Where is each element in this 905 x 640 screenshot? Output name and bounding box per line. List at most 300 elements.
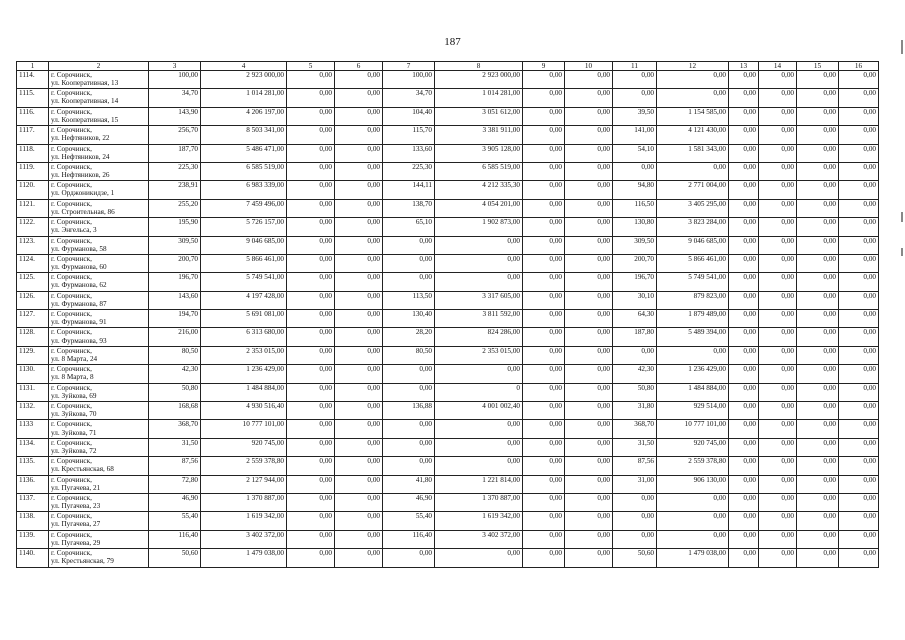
value-cell-c4: 2 923 000,00 [201, 71, 287, 89]
column-header-16: 16 [839, 62, 879, 71]
address-city: г. Сорочинск, [51, 254, 92, 263]
value-cell-c16: 0,00 [839, 181, 879, 199]
value-cell-c14: 0,00 [759, 181, 797, 199]
value-cell-c10: 0,00 [565, 346, 613, 364]
table-row [17, 291, 879, 309]
value-cell-c13: 0,00 [729, 291, 759, 309]
value-cell-c14: 0,00 [759, 493, 797, 511]
value-cell-c5: 0,00 [287, 107, 335, 125]
value-cell-c11: 309,50 [613, 236, 657, 254]
value-cell-c11: 187,80 [613, 328, 657, 346]
value-cell-c14: 0,00 [759, 420, 797, 438]
row-number-cell: 1116. [17, 107, 49, 125]
value-cell-c14: 0,00 [759, 254, 797, 272]
value-cell-c4: 5 691 081,00 [201, 310, 287, 328]
value-cell-c16: 0,00 [839, 512, 879, 530]
row-number-cell: 1127. [17, 310, 49, 328]
value-cell-c13: 0,00 [729, 162, 759, 180]
value-cell-c16: 0,00 [839, 144, 879, 162]
value-cell-c16: 0,00 [839, 402, 879, 420]
value-cell-c15: 0,00 [797, 420, 839, 438]
value-cell-c5: 0,00 [287, 383, 335, 401]
value-cell-c10: 0,00 [565, 181, 613, 199]
address-cell [49, 273, 149, 291]
value-cell-c6: 0,00 [335, 71, 383, 89]
value-cell-c7: 65,10 [383, 218, 435, 236]
address-street: ул. Фурманова, 87 [51, 299, 107, 308]
value-cell-c15: 0,00 [797, 89, 839, 107]
value-cell-c4: 1 236 429,00 [201, 365, 287, 383]
value-cell-c12: 5 866 461,00 [657, 254, 729, 272]
value-cell-c12: 2 559 378,80 [657, 457, 729, 475]
address-street: ул. Кооперативная, 15 [51, 115, 119, 124]
address-city: г. Сорочинск, [51, 346, 92, 355]
address-cell [49, 402, 149, 420]
address-city: г. Сорочинск, [51, 291, 92, 300]
value-cell-c7: 138,70 [383, 199, 435, 217]
value-cell-c10: 0,00 [565, 365, 613, 383]
value-cell-c7: 46,90 [383, 493, 435, 511]
value-cell-c15: 0,00 [797, 71, 839, 89]
value-cell-c12: 929 514,00 [657, 402, 729, 420]
value-cell-c4: 4 206 197,00 [201, 107, 287, 125]
value-cell-c13: 0,00 [729, 438, 759, 456]
value-cell-c13: 0,00 [729, 71, 759, 89]
value-cell-c14: 0,00 [759, 199, 797, 217]
column-header-14: 14 [759, 62, 797, 71]
value-cell-c16: 0,00 [839, 89, 879, 107]
value-cell-c13: 0,00 [729, 144, 759, 162]
table-row [17, 236, 879, 254]
value-cell-c9: 0,00 [523, 107, 565, 125]
value-cell-c11: 116,50 [613, 199, 657, 217]
value-cell-c10: 0,00 [565, 254, 613, 272]
value-cell-c11: 0,00 [613, 71, 657, 89]
value-cell-c5: 0,00 [287, 273, 335, 291]
scan-edge-mark [901, 40, 903, 54]
address-street: ул. Зуйкова, 72 [51, 446, 97, 455]
address-street: ул. 8 Марта, 8 [51, 373, 94, 382]
value-cell-c7: 133,60 [383, 144, 435, 162]
value-cell-c3: 50,80 [149, 383, 201, 401]
value-cell-c8: 0,00 [435, 236, 523, 254]
column-header-1: 1 [17, 62, 49, 71]
row-number-cell: 1118. [17, 144, 49, 162]
value-cell-c5: 0,00 [287, 218, 335, 236]
value-cell-c16: 0,00 [839, 254, 879, 272]
value-cell-c16: 0,00 [839, 71, 879, 89]
value-cell-c7: 0,00 [383, 236, 435, 254]
value-cell-c6: 0,00 [335, 512, 383, 530]
value-cell-c10: 0,00 [565, 438, 613, 456]
address-city: г. Сорочинск, [51, 402, 92, 411]
column-header-2: 2 [49, 62, 149, 71]
value-cell-c15: 0,00 [797, 199, 839, 217]
value-cell-c9: 0,00 [523, 199, 565, 217]
value-cell-c7: 80,50 [383, 346, 435, 364]
value-cell-c14: 0,00 [759, 107, 797, 125]
value-cell-c9: 0,00 [523, 273, 565, 291]
value-cell-c8: 0,00 [435, 438, 523, 456]
value-cell-c9: 0,00 [523, 438, 565, 456]
value-cell-c15: 0,00 [797, 402, 839, 420]
table-row [17, 310, 879, 328]
value-cell-c9: 0,00 [523, 346, 565, 364]
address-city: г. Сорочинск, [51, 457, 92, 466]
value-cell-c7: 0,00 [383, 549, 435, 567]
address-cell [49, 383, 149, 401]
value-cell-c12: 0,00 [657, 493, 729, 511]
value-cell-c8: 0 [435, 383, 523, 401]
table-row [17, 512, 879, 530]
address-street: ул. Фурманова, 58 [51, 244, 107, 253]
value-cell-c16: 0,00 [839, 310, 879, 328]
value-cell-c8: 1 014 281,00 [435, 89, 523, 107]
value-cell-c4: 5 486 471,00 [201, 144, 287, 162]
value-cell-c4: 2 353 015,00 [201, 346, 287, 364]
value-cell-c9: 0,00 [523, 420, 565, 438]
value-cell-c6: 0,00 [335, 328, 383, 346]
address-cell [49, 126, 149, 144]
value-cell-c3: 34,70 [149, 89, 201, 107]
value-cell-c3: 31,50 [149, 438, 201, 456]
value-cell-c10: 0,00 [565, 126, 613, 144]
value-cell-c15: 0,00 [797, 493, 839, 511]
value-cell-c5: 0,00 [287, 365, 335, 383]
column-header-12: 12 [657, 62, 729, 71]
value-cell-c11: 0,00 [613, 530, 657, 548]
column-header-8: 8 [435, 62, 523, 71]
value-cell-c15: 0,00 [797, 457, 839, 475]
value-cell-c6: 0,00 [335, 218, 383, 236]
value-cell-c6: 0,00 [335, 365, 383, 383]
value-cell-c5: 0,00 [287, 236, 335, 254]
value-cell-c7: 0,00 [383, 254, 435, 272]
value-cell-c14: 0,00 [759, 549, 797, 567]
value-cell-c10: 0,00 [565, 493, 613, 511]
table-row [17, 181, 879, 199]
value-cell-c14: 0,00 [759, 402, 797, 420]
value-cell-c4: 6 313 680,00 [201, 328, 287, 346]
address-street: ул. Фурманова, 62 [51, 281, 107, 290]
value-cell-c4: 1 619 342,00 [201, 512, 287, 530]
value-cell-c6: 0,00 [335, 530, 383, 548]
table-row [17, 126, 879, 144]
value-cell-c14: 0,00 [759, 126, 797, 144]
value-cell-c10: 0,00 [565, 89, 613, 107]
value-cell-c10: 0,00 [565, 71, 613, 89]
value-cell-c11: 64,30 [613, 310, 657, 328]
value-cell-c4: 1 484 884,00 [201, 383, 287, 401]
value-cell-c8: 3 402 372,00 [435, 530, 523, 548]
value-cell-c16: 0,00 [839, 126, 879, 144]
address-city: г. Сорочинск, [51, 126, 92, 135]
value-cell-c5: 0,00 [287, 126, 335, 144]
address-street: ул. Зуйкова, 69 [51, 391, 97, 400]
value-cell-c4: 8 503 341,00 [201, 126, 287, 144]
value-cell-c6: 0,00 [335, 126, 383, 144]
row-number-cell: 1133 [17, 420, 49, 438]
value-cell-c11: 368,70 [613, 420, 657, 438]
value-cell-c12: 0,00 [657, 530, 729, 548]
column-header-9: 9 [523, 62, 565, 71]
address-cell [49, 162, 149, 180]
value-cell-c14: 0,00 [759, 162, 797, 180]
value-cell-c5: 0,00 [287, 457, 335, 475]
value-cell-c4: 1 370 887,00 [201, 493, 287, 511]
value-cell-c13: 0,00 [729, 218, 759, 236]
value-cell-c8: 1 619 342,00 [435, 512, 523, 530]
value-cell-c13: 0,00 [729, 549, 759, 567]
value-cell-c11: 200,70 [613, 254, 657, 272]
address-cell [49, 549, 149, 567]
value-cell-c7: 144,11 [383, 181, 435, 199]
value-cell-c8: 1 221 814,00 [435, 475, 523, 493]
address-street: ул. Нефтяников, 26 [51, 171, 110, 180]
row-number-cell: 1139. [17, 530, 49, 548]
value-cell-c16: 0,00 [839, 457, 879, 475]
value-cell-c13: 0,00 [729, 126, 759, 144]
value-cell-c11: 0,00 [613, 512, 657, 530]
value-cell-c15: 0,00 [797, 162, 839, 180]
value-cell-c14: 0,00 [759, 291, 797, 309]
value-cell-c10: 0,00 [565, 457, 613, 475]
value-cell-c14: 0,00 [759, 383, 797, 401]
row-number-cell: 1138. [17, 512, 49, 530]
value-cell-c8: 0,00 [435, 420, 523, 438]
address-street: ул. Фурманова, 93 [51, 336, 107, 345]
table-row [17, 438, 879, 456]
value-cell-c12: 0,00 [657, 71, 729, 89]
value-cell-c9: 0,00 [523, 236, 565, 254]
table-row [17, 383, 879, 401]
value-cell-c13: 0,00 [729, 181, 759, 199]
value-cell-c3: 100,00 [149, 71, 201, 89]
value-cell-c13: 0,00 [729, 383, 759, 401]
value-cell-c5: 0,00 [287, 181, 335, 199]
value-cell-c12: 0,00 [657, 162, 729, 180]
address-city: г. Сорочинск, [51, 199, 92, 208]
value-cell-c6: 0,00 [335, 181, 383, 199]
value-cell-c3: 87,56 [149, 457, 201, 475]
value-cell-c9: 0,00 [523, 218, 565, 236]
value-cell-c8: 0,00 [435, 365, 523, 383]
address-street: ул. Зуйкова, 70 [51, 410, 97, 419]
value-cell-c10: 0,00 [565, 402, 613, 420]
value-cell-c12: 9 046 685,00 [657, 236, 729, 254]
address-city: г. Сорочинск, [51, 107, 92, 116]
row-number-cell: 1140. [17, 549, 49, 567]
row-number-cell: 1135. [17, 457, 49, 475]
value-cell-c12: 1 154 585,00 [657, 107, 729, 125]
value-cell-c9: 0,00 [523, 457, 565, 475]
value-cell-c9: 0,00 [523, 254, 565, 272]
value-cell-c8: 0,00 [435, 273, 523, 291]
row-number-cell: 1124. [17, 254, 49, 272]
value-cell-c16: 0,00 [839, 530, 879, 548]
value-cell-c11: 0,00 [613, 346, 657, 364]
row-number-cell: 1128. [17, 328, 49, 346]
scan-edge-mark [901, 212, 903, 222]
row-number-cell: 1125. [17, 273, 49, 291]
value-cell-c3: 255,20 [149, 199, 201, 217]
address-city: г. Сорочинск, [51, 420, 92, 429]
value-cell-c4: 10 777 101,00 [201, 420, 287, 438]
value-cell-c6: 0,00 [335, 144, 383, 162]
value-cell-c11: 31,00 [613, 475, 657, 493]
value-cell-c14: 0,00 [759, 328, 797, 346]
value-cell-c4: 5 726 157,00 [201, 218, 287, 236]
value-cell-c3: 143,90 [149, 107, 201, 125]
value-cell-c7: 0,00 [383, 383, 435, 401]
value-cell-c3: 196,70 [149, 273, 201, 291]
value-cell-c14: 0,00 [759, 144, 797, 162]
value-cell-c12: 5 489 394,00 [657, 328, 729, 346]
address-street: ул. Крестьянская, 68 [51, 465, 114, 474]
value-cell-c12: 5 749 541,00 [657, 273, 729, 291]
value-cell-c9: 0,00 [523, 383, 565, 401]
column-header-6: 6 [335, 62, 383, 71]
value-cell-c15: 0,00 [797, 181, 839, 199]
value-cell-c16: 0,00 [839, 218, 879, 236]
value-cell-c11: 30,10 [613, 291, 657, 309]
value-cell-c11: 130,80 [613, 218, 657, 236]
value-cell-c3: 116,40 [149, 530, 201, 548]
value-cell-c6: 0,00 [335, 475, 383, 493]
value-cell-c11: 31,50 [613, 438, 657, 456]
page-number: 187 [444, 36, 461, 48]
value-cell-c9: 0,00 [523, 89, 565, 107]
value-cell-c9: 0,00 [523, 530, 565, 548]
table-row [17, 346, 879, 364]
address-cell [49, 107, 149, 125]
value-cell-c13: 0,00 [729, 475, 759, 493]
address-cell [49, 236, 149, 254]
value-cell-c12: 3 405 295,00 [657, 199, 729, 217]
value-cell-c5: 0,00 [287, 420, 335, 438]
address-city: г. Сорочинск, [51, 493, 92, 502]
value-cell-c3: 187,70 [149, 144, 201, 162]
value-cell-c8: 6 585 519,00 [435, 162, 523, 180]
address-city: г. Сорочинск, [51, 89, 92, 98]
value-cell-c4: 3 402 372,00 [201, 530, 287, 548]
row-number-cell: 1121. [17, 199, 49, 217]
table-row [17, 493, 879, 511]
value-cell-c14: 0,00 [759, 438, 797, 456]
column-header-15: 15 [797, 62, 839, 71]
register-table [16, 61, 879, 568]
value-cell-c9: 0,00 [523, 291, 565, 309]
value-cell-c3: 80,50 [149, 346, 201, 364]
value-cell-c12: 0,00 [657, 346, 729, 364]
value-cell-c15: 0,00 [797, 254, 839, 272]
value-cell-c6: 0,00 [335, 291, 383, 309]
row-number-cell: 1137. [17, 493, 49, 511]
address-city: г. Сорочинск, [51, 144, 92, 153]
address-cell [49, 181, 149, 199]
address-street: ул. Строительная, 86 [51, 207, 115, 216]
value-cell-c10: 0,00 [565, 530, 613, 548]
value-cell-c5: 0,00 [287, 512, 335, 530]
address-cell [49, 144, 149, 162]
value-cell-c5: 0,00 [287, 346, 335, 364]
address-cell [49, 291, 149, 309]
value-cell-c12: 4 121 430,00 [657, 126, 729, 144]
address-city: г. Сорочинск, [51, 181, 92, 190]
value-cell-c8: 2 353 015,00 [435, 346, 523, 364]
address-street: ул. Пугачева, 23 [51, 502, 101, 511]
value-cell-c10: 0,00 [565, 107, 613, 125]
value-cell-c6: 0,00 [335, 199, 383, 217]
table-row [17, 530, 879, 548]
value-cell-c10: 0,00 [565, 218, 613, 236]
value-cell-c11: 196,70 [613, 273, 657, 291]
value-cell-c12: 1 484 884,00 [657, 383, 729, 401]
value-cell-c15: 0,00 [797, 530, 839, 548]
value-cell-c12: 0,00 [657, 89, 729, 107]
address-cell [49, 71, 149, 89]
value-cell-c8: 4 212 335,30 [435, 181, 523, 199]
value-cell-c4: 6 983 339,00 [201, 181, 287, 199]
value-cell-c6: 0,00 [335, 457, 383, 475]
value-cell-c14: 0,00 [759, 218, 797, 236]
value-cell-c15: 0,00 [797, 475, 839, 493]
value-cell-c12: 2 771 004,00 [657, 181, 729, 199]
value-cell-c5: 0,00 [287, 162, 335, 180]
address-cell [49, 89, 149, 107]
row-number-cell: 1123. [17, 236, 49, 254]
column-header-3: 3 [149, 62, 201, 71]
value-cell-c7: 116,40 [383, 530, 435, 548]
value-cell-c5: 0,00 [287, 475, 335, 493]
value-cell-c4: 1 479 038,00 [201, 549, 287, 567]
value-cell-c10: 0,00 [565, 291, 613, 309]
value-cell-c6: 0,00 [335, 254, 383, 272]
value-cell-c13: 0,00 [729, 493, 759, 511]
value-cell-c3: 50,60 [149, 549, 201, 567]
table-row [17, 144, 879, 162]
address-city: г. Сорочинск, [51, 438, 92, 447]
value-cell-c3: 143,60 [149, 291, 201, 309]
column-header-7: 7 [383, 62, 435, 71]
value-cell-c9: 0,00 [523, 365, 565, 383]
value-cell-c7: 225,30 [383, 162, 435, 180]
value-cell-c13: 0,00 [729, 254, 759, 272]
value-cell-c15: 0,00 [797, 144, 839, 162]
address-cell [49, 475, 149, 493]
value-cell-c10: 0,00 [565, 328, 613, 346]
address-street: ул. Пугачева, 21 [51, 483, 101, 492]
value-cell-c8: 0,00 [435, 254, 523, 272]
value-cell-c6: 0,00 [335, 402, 383, 420]
address-cell [49, 457, 149, 475]
row-number-cell: 1134. [17, 438, 49, 456]
value-cell-c9: 0,00 [523, 71, 565, 89]
address-street: ул. Пугачева, 29 [51, 538, 101, 547]
value-cell-c3: 216,00 [149, 328, 201, 346]
value-cell-c14: 0,00 [759, 310, 797, 328]
column-header-13: 13 [729, 62, 759, 71]
value-cell-c13: 0,00 [729, 107, 759, 125]
value-cell-c13: 0,00 [729, 402, 759, 420]
address-city: г. Сорочинск, [51, 162, 92, 171]
value-cell-c9: 0,00 [523, 144, 565, 162]
table-body [17, 71, 879, 568]
address-city: г. Сорочинск, [51, 365, 92, 374]
row-number-cell: 1120. [17, 181, 49, 199]
value-cell-c15: 0,00 [797, 107, 839, 125]
address-street: ул. Кооперативная, 14 [51, 97, 119, 106]
